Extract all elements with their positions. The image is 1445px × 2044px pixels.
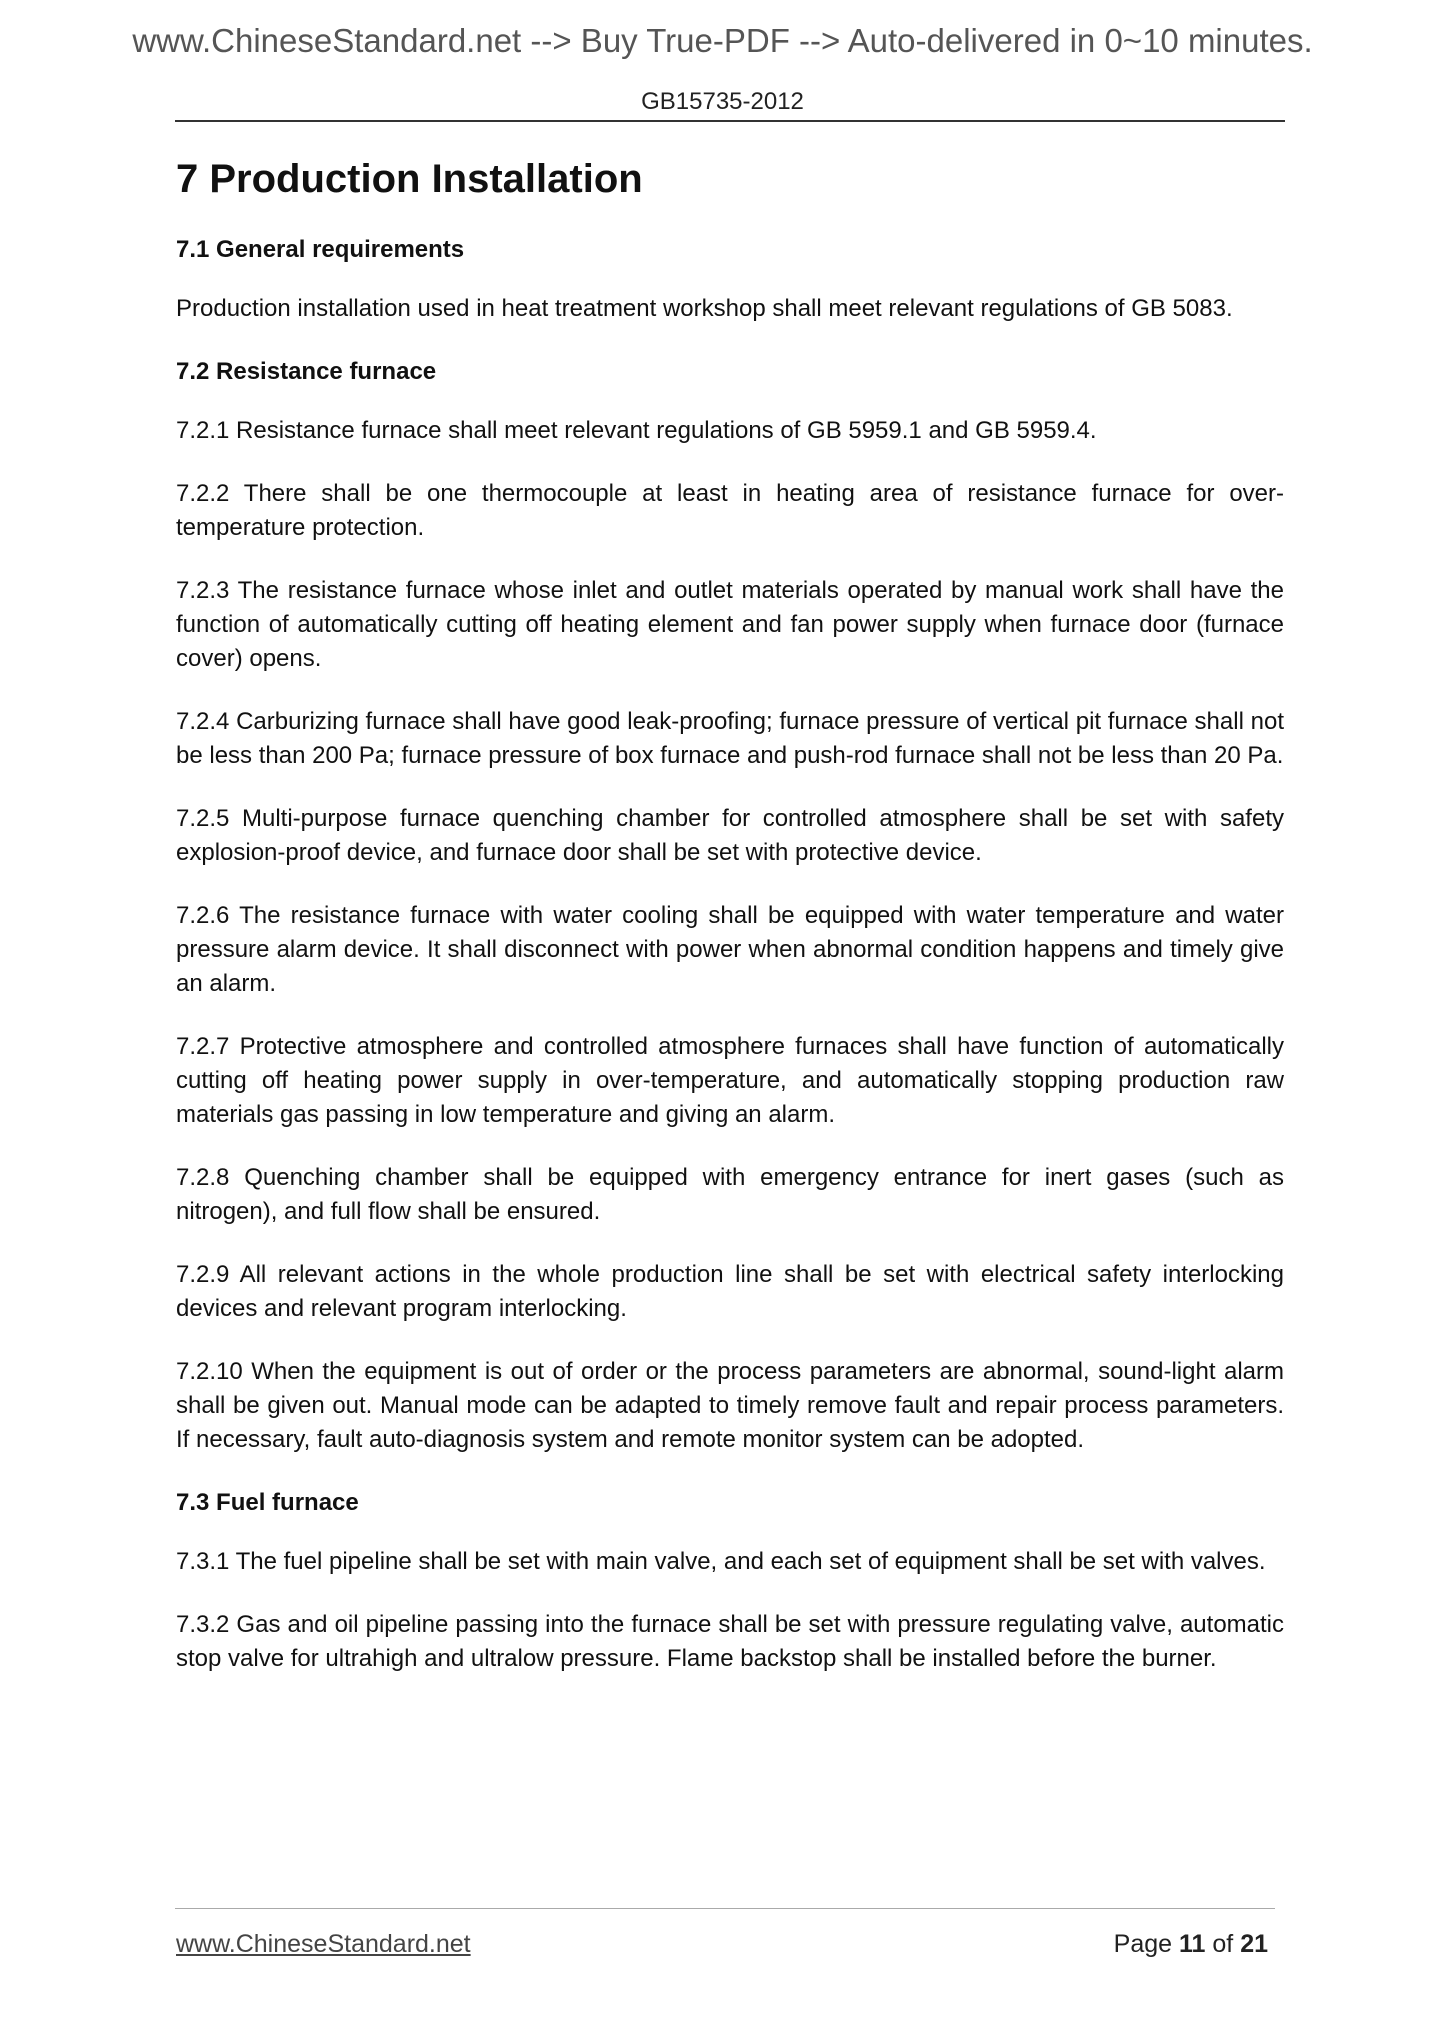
page-prefix: Page bbox=[1113, 1930, 1173, 1958]
clause-7-1: Production installation used in heat treatment workshop shall meet relevant regulations of GB 5083. bbox=[176, 295, 1233, 322]
clause-7-2-10: 7.2.10 When the equipment is out of order or the process parameters are abnormal, sound-light alarm shall be given out. Manual mode can be adapted to timely remove fault and repair process parameters. If necessary, fault auto-diagnosis system and remote monitor system can be adopted. bbox=[176, 1358, 1284, 1453]
section-heading-7-2: 7.2 Resistance furnace bbox=[176, 358, 437, 385]
clause-7-2-2: 7.2.2 There shall be one thermocouple at least in heating area of resistance furnace for over-temperature protection. bbox=[176, 480, 1284, 541]
header-banner: www.ChineseStandard.net --> Buy True-PDF --> Auto-delivered in 0~10 minutes. bbox=[132, 22, 1313, 59]
clause-7-2-8: 7.2.8 Quenching chamber shall be equipped with emergency entrance for inert gases (such as nitrogen), and full flow shall be ensured. bbox=[176, 1164, 1284, 1225]
clause-7-2-6: 7.2.6 The resistance furnace with water cooling shall be equipped with water temperature and water pressure alarm device. It shall disconnect with power when abnormal condition happens and timely give an alarm. bbox=[176, 902, 1284, 997]
clause-7-3-1: 7.3.1 The fuel pipeline shall be set with main valve, and each set of equipment shall be set with valves. bbox=[176, 1548, 1266, 1575]
footer-website-link[interactable]: www.ChineseStandard.net bbox=[176, 1930, 471, 1958]
document-body bbox=[176, 155, 1284, 1705]
chapter-title: 7 Production Installation bbox=[176, 157, 643, 201]
page-current: 11 bbox=[1178, 1930, 1206, 1958]
section-heading-7-3: 7.3 Fuel furnace bbox=[176, 1489, 359, 1516]
clause-7-2-3: 7.2.3 The resistance furnace whose inlet and outlet materials operated by manual work shall have the function of automatically cutting off heating element and fan power supply when furnace door (furnace cover) opens. bbox=[176, 577, 1284, 672]
clause-7-2-5: 7.2.5 Multi-purpose furnace quenching chamber for controlled atmosphere shall be set with safety explosion-proof device, and furnace door shall be set with protective device. bbox=[176, 805, 1284, 866]
header-divider bbox=[175, 120, 1285, 122]
clause-7-3-2: 7.3.2 Gas and oil pipeline passing into the furnace shall be set with pressure regulating valve, automatic stop valve for ultrahigh and ultralow pressure. Flame backstop shall be installed before the burner. bbox=[176, 1611, 1284, 1672]
page-of: of bbox=[1212, 1930, 1234, 1958]
clause-7-2-1: 7.2.1 Resistance furnace shall meet relevant regulations of GB 5959.1 and GB 5959.4. bbox=[176, 417, 1097, 444]
clause-7-2-7: 7.2.7 Protective atmosphere and controlled atmosphere furnaces shall have function of automatically cutting off heating power supply in over-temperature, and automatically stopping production raw materials gas passing in low temperature and giving an alarm. bbox=[176, 1033, 1284, 1128]
page-total: 21 bbox=[1240, 1930, 1268, 1958]
clause-7-2-9: 7.2.9 All relevant actions in the whole production line shall be set with electrical safety interlocking devices and relevant program interlocking. bbox=[176, 1261, 1284, 1322]
page-number bbox=[1114, 1930, 1268, 1959]
clause-7-2-4: 7.2.4 Carburizing furnace shall have good leak-proofing; furnace pressure of vertical pit furnace shall not be less than 200 Pa; furnace pressure of box furnace and push-rod furnace shall not be less than 20 Pa. bbox=[176, 708, 1284, 769]
section-heading-7-1: 7.1 General requirements bbox=[176, 236, 465, 263]
footer-divider bbox=[175, 1908, 1275, 1909]
document-code: GB15735-2012 bbox=[641, 88, 804, 115]
